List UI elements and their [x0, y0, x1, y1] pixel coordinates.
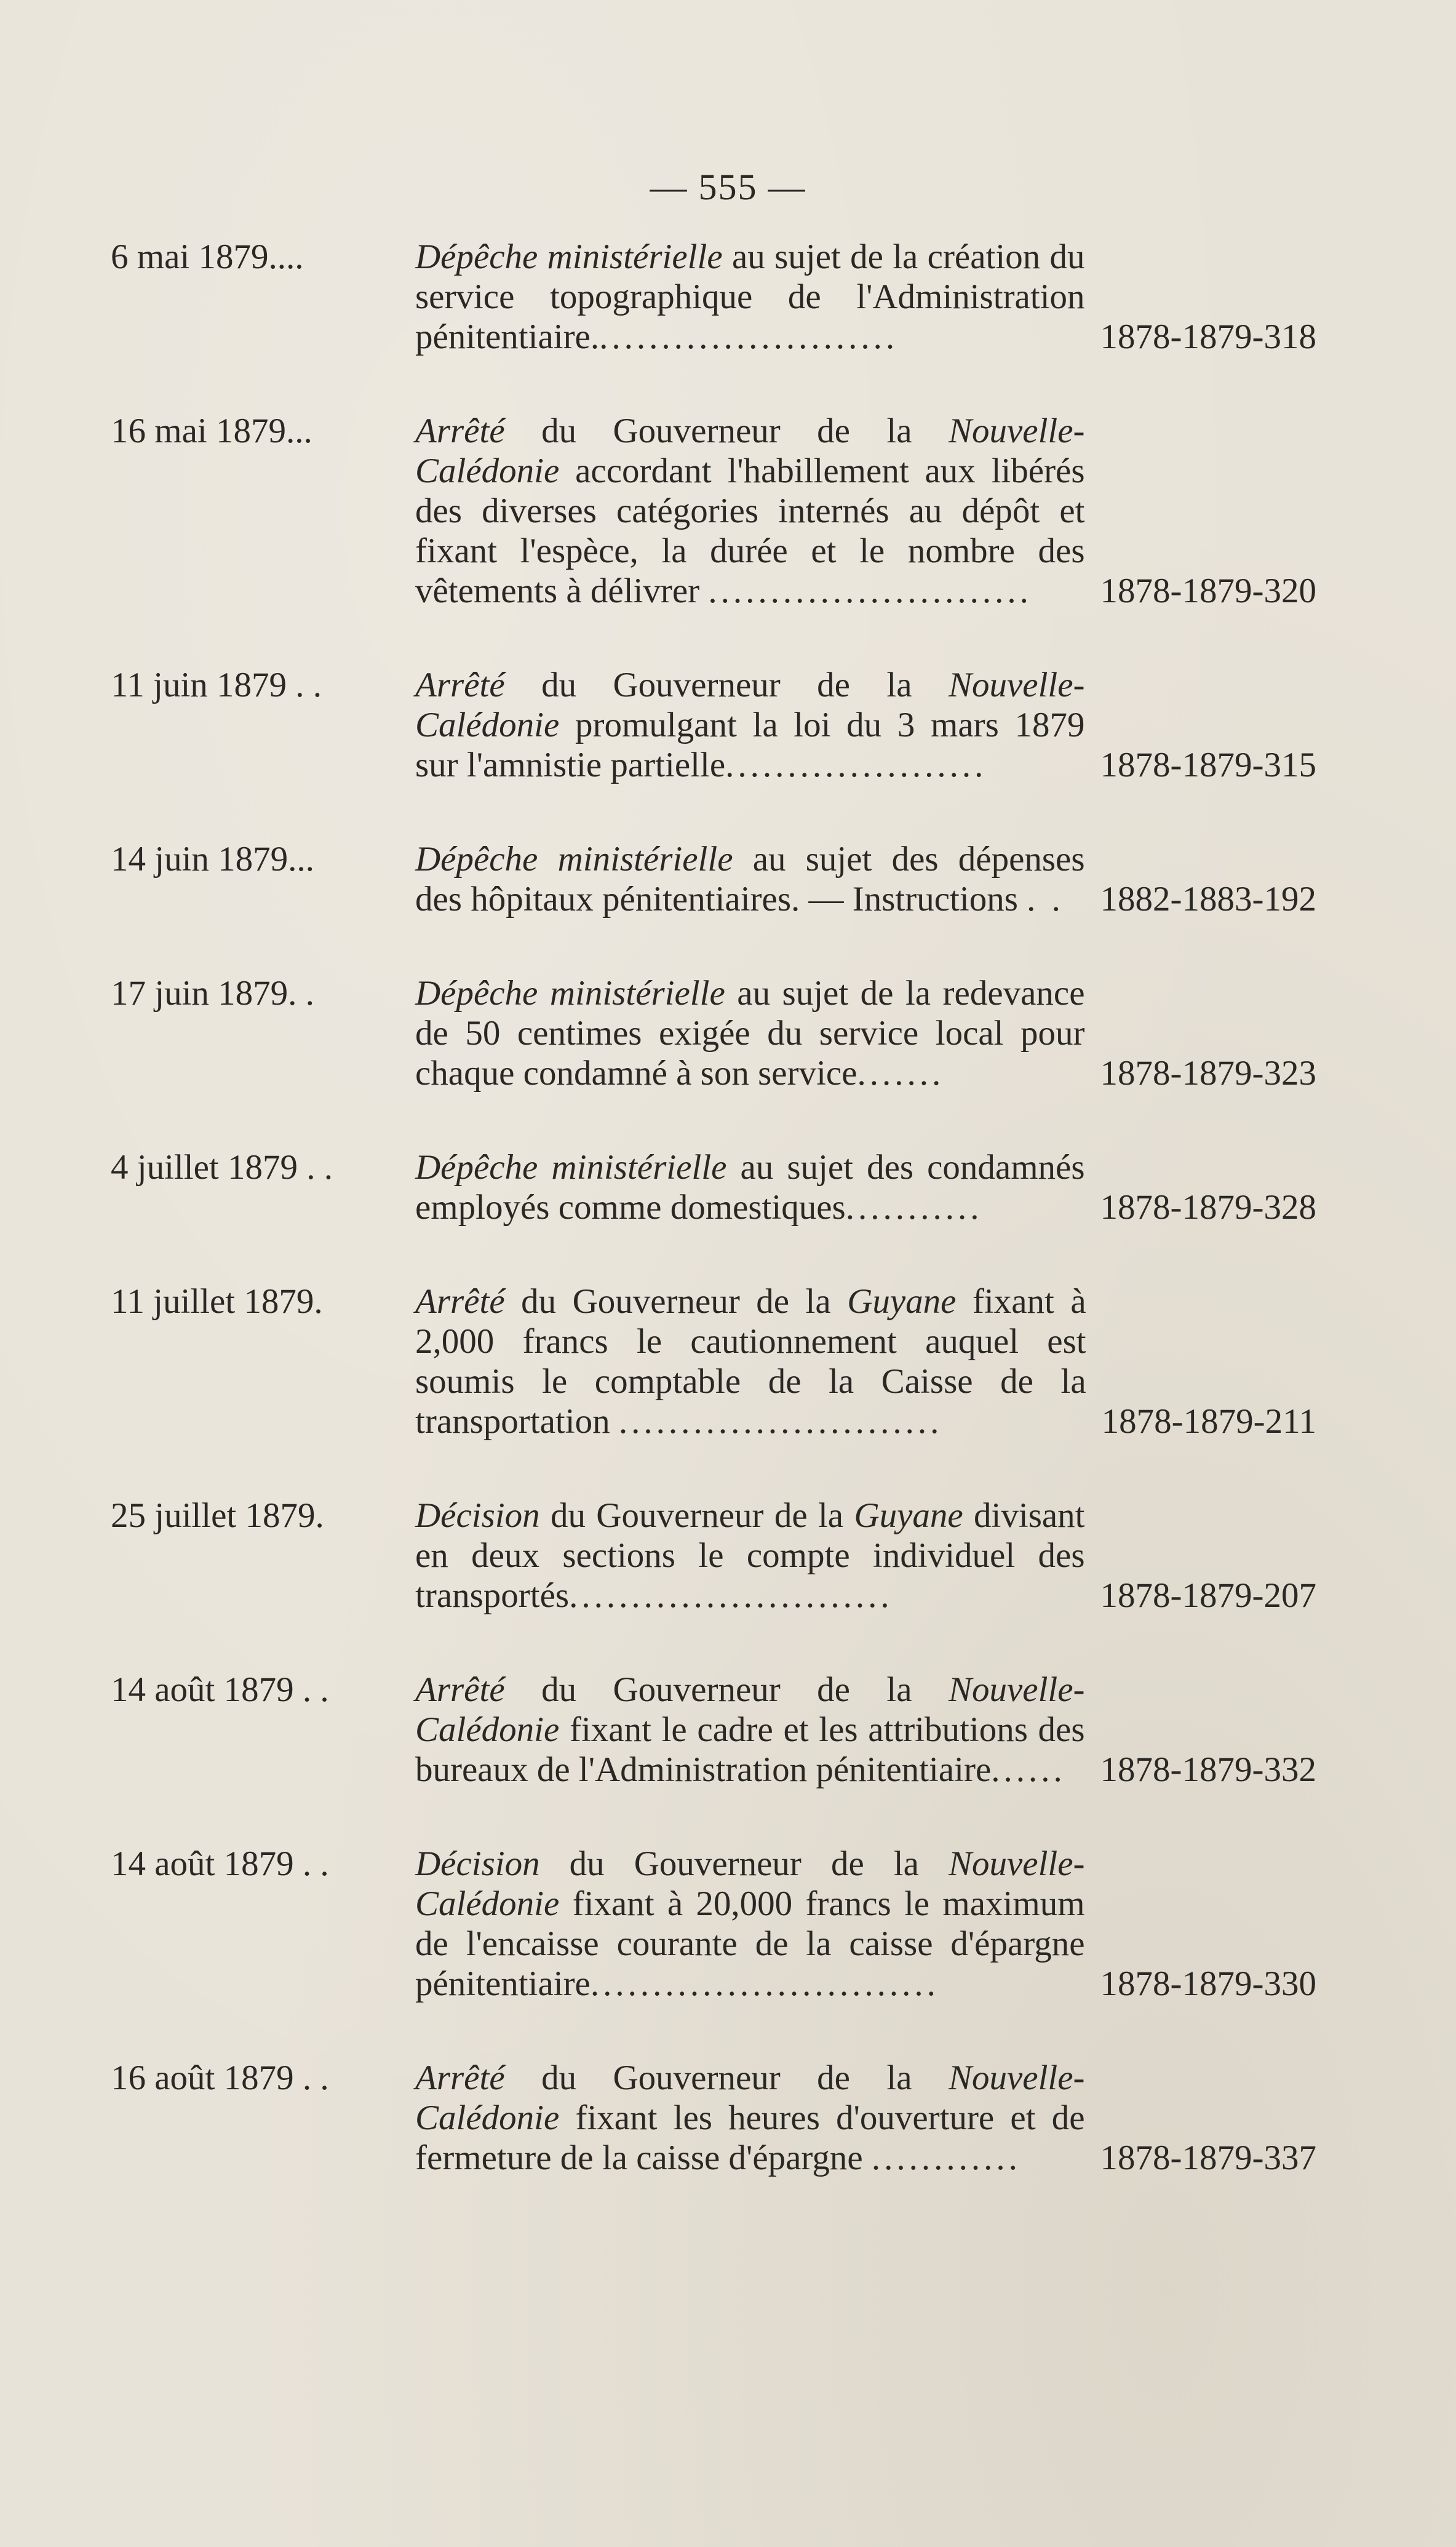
list-item — [111, 1670, 1316, 1790]
act-type: Décision — [415, 1844, 540, 1883]
entry-text — [415, 1281, 1086, 1441]
place-name: Nouvelle-Calédonie — [415, 2059, 1085, 2137]
entry-reference: 1878-1879-320 — [1100, 572, 1316, 610]
entry-text — [415, 2058, 1085, 2178]
list-item — [111, 1844, 1316, 2004]
entry-date: 4 juillet 1879 . . — [111, 1148, 333, 1187]
entry-description: accordant l'habillement aux libérés des diverses catégories internés au dépôt et fixant l'espèce, la durée et le nombre des vêtements à délivrer — [415, 452, 1085, 610]
place-name: Nouvelle-Calédonie — [415, 666, 1085, 744]
act-type: Arrêté — [415, 1670, 505, 1709]
leader-dots: .......................... — [569, 1576, 893, 1615]
entry-text — [415, 839, 1085, 919]
leader-dots: ..................... — [725, 746, 987, 784]
act-type: Arrêté — [415, 1282, 505, 1321]
entry-reference: 1878-1879-323 — [1100, 1054, 1316, 1093]
entry-text — [415, 665, 1085, 785]
entry-description: divisant en deux sections le compte individuel des transportés — [415, 1496, 1085, 1615]
entry-description: du Gouverneur de la — [541, 412, 912, 450]
entry-text — [415, 1844, 1085, 2004]
leader-dots: ...... — [991, 1750, 1066, 1789]
leader-dots: ........... — [845, 1188, 983, 1227]
entry-text — [415, 237, 1085, 357]
act-type: Dépêche ministérielle — [415, 974, 725, 1013]
leader-dots: . . — [1027, 880, 1064, 919]
entry-description: promulgant la loi du 3 mars 1879 sur l'amnistie partielle — [415, 706, 1085, 784]
entry-reference: 1878-1879-207 — [1100, 1576, 1316, 1615]
act-type: Dépêche ministérielle — [415, 1148, 727, 1187]
leader-dots: ....... — [857, 1054, 945, 1093]
leader-dots: ........................ — [599, 317, 899, 356]
act-type: Arrêté — [415, 666, 505, 704]
entry-description: fixant à 20,000 francs le maximum de l'encaisse courante de la caisse d'épargne pénitentiaire — [415, 1884, 1085, 2003]
act-type: Arrêté — [415, 412, 505, 450]
list-item — [111, 1496, 1316, 1616]
entry-date: 17 juin 1879. . — [111, 974, 314, 1013]
entry-description: fixant à 2,000 francs le cautionnement auquel est soumis le comptable de la Caisse de la transportation — [415, 1282, 1086, 1441]
entry-text — [415, 411, 1085, 611]
entry-reference: 1878-1879-318 — [1100, 317, 1316, 356]
place-name: Guyane — [847, 1282, 957, 1321]
chronological-list — [111, 237, 1316, 2232]
entry-date: 14 juin 1879... — [111, 840, 314, 879]
entry-date: 16 août 1879 . . — [111, 2059, 329, 2097]
entry-date: 6 mai 1879.... — [111, 237, 304, 276]
entry-description: du Gouverneur de la — [541, 2059, 912, 2097]
list-item — [111, 973, 1316, 1093]
entry-text — [415, 1670, 1085, 1790]
entry-date: 14 août 1879 . . — [111, 1670, 329, 1709]
entry-description: au sujet des dépenses des hôpitaux pénitentiaires. — Instructions — [415, 840, 1085, 919]
entry-description: du Gouverneur de la — [550, 1496, 844, 1535]
list-item — [111, 665, 1316, 785]
entry-date: 25 juillet 1879. — [111, 1496, 324, 1535]
entry-reference: 1878-1879-328 — [1100, 1188, 1316, 1227]
entry-description: au sujet de la redevance de 50 centimes exigée du service local pour chaque condamné à son service — [415, 974, 1085, 1093]
page-number: — 555 — — [650, 167, 806, 207]
entry-description: au sujet de la création du service topographique de l'Administration pénitentiaire. — [415, 237, 1085, 356]
list-item — [111, 237, 1316, 357]
act-type: Dépêche ministérielle — [415, 237, 723, 276]
entry-date: 11 juillet 1879. — [111, 1282, 323, 1321]
leader-dots: .......................... — [708, 572, 1032, 610]
list-item — [111, 1281, 1316, 1441]
place-name: Nouvelle-Calédonie — [415, 1844, 1085, 1923]
entry-description: fixant le cadre et les attributions des bureaux de l'Administration pénitentiaire — [415, 1710, 1085, 1789]
leader-dots: ............................ — [590, 1964, 939, 2003]
entry-text — [415, 973, 1085, 1093]
entry-reference: 1878-1879-315 — [1100, 746, 1316, 784]
act-type: Dépêche ministérielle — [415, 840, 733, 879]
entry-text — [415, 1496, 1085, 1616]
leader-dots: ............ — [871, 2138, 1021, 2177]
list-item — [111, 1147, 1316, 1227]
entry-description: fixant les heures d'ouverture et de fermeture de la caisse d'épargne — [415, 2099, 1085, 2177]
entry-reference: 1878-1879-332 — [1100, 1750, 1316, 1789]
place-name: Nouvelle-Calédonie — [415, 412, 1085, 490]
entry-reference: 1878-1879-337 — [1100, 2138, 1316, 2177]
place-name: Nouvelle-Calédonie — [415, 1670, 1085, 1749]
entry-description: du Gouverneur de la — [541, 1670, 912, 1709]
act-type: Arrêté — [415, 2059, 505, 2097]
entry-date: 14 août 1879 . . — [111, 1844, 329, 1883]
entry-reference: 1878-1879-330 — [1100, 1964, 1316, 2003]
entry-date: 11 juin 1879 . . — [111, 666, 322, 704]
list-item — [111, 2058, 1316, 2178]
entry-text — [415, 1147, 1085, 1227]
list-item — [111, 839, 1316, 919]
entry-description: du Gouverneur de la — [521, 1282, 831, 1321]
place-name: Guyane — [854, 1496, 963, 1535]
entry-reference: 1882-1883-192 — [1100, 880, 1316, 919]
entry-description: au sujet des condamnés employés comme domestiques — [415, 1148, 1085, 1227]
entry-description: du Gouverneur de la — [541, 666, 912, 704]
entry-description: du Gouverneur de la — [569, 1844, 919, 1883]
act-type: Décision — [415, 1496, 540, 1535]
entry-date: 16 mai 1879... — [111, 412, 312, 450]
entry-reference: 1878-1879-211 — [1101, 1402, 1316, 1441]
list-item — [111, 411, 1316, 611]
leader-dots: .......................... — [618, 1402, 943, 1441]
